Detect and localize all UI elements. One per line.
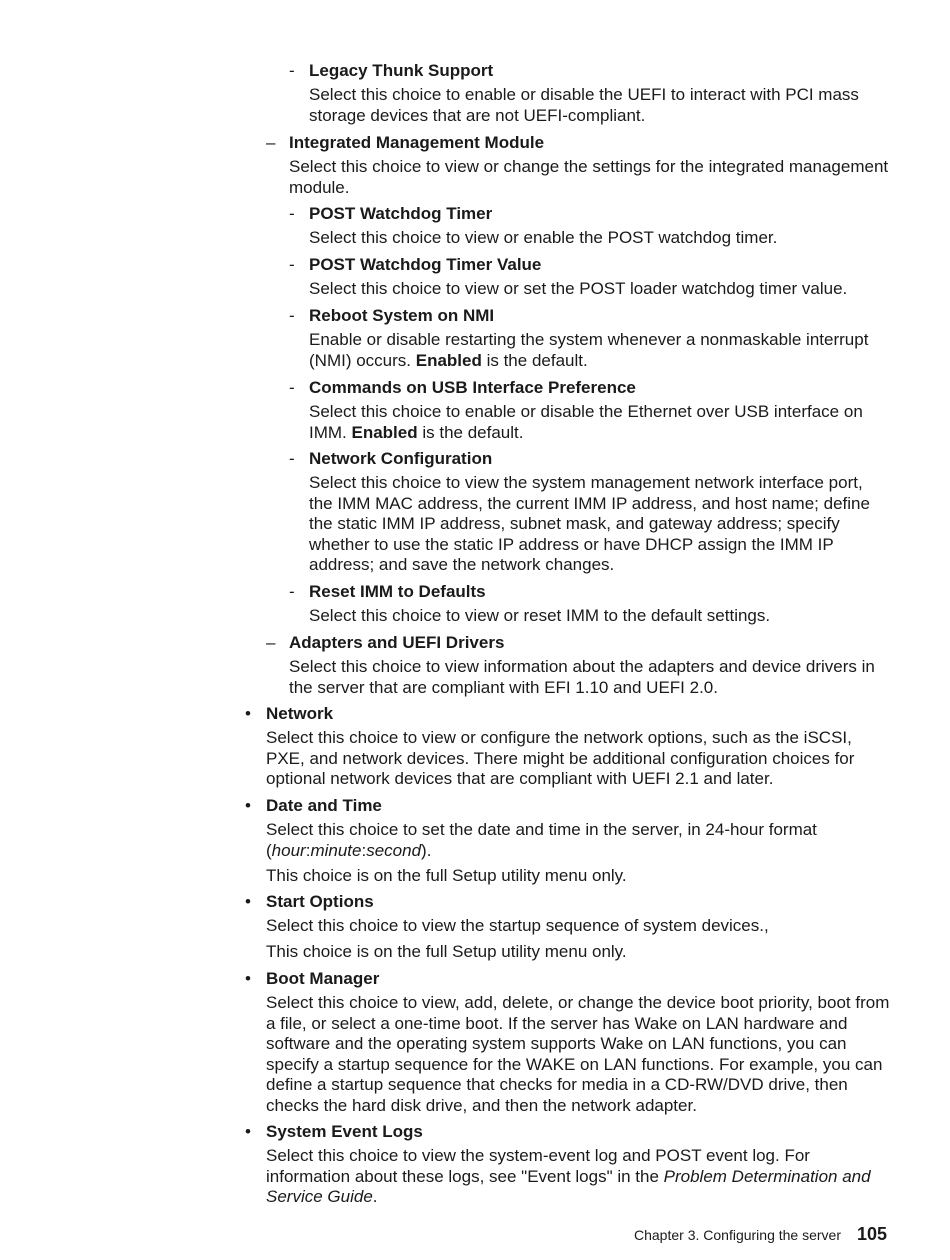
item-description: Select this choice to view the startup sequence of system devices.,	[266, 916, 769, 935]
en-dash-marker: –	[266, 133, 276, 152]
dash-marker: -	[289, 61, 295, 80]
item-note: This choice is on the full Setup utility menu only.	[266, 941, 627, 961]
item-description: Select this choice to enable or disable the UEFI to interact with PCI mass storage devices that are not UEFI-compliant.	[309, 85, 859, 125]
item-term: POST Watchdog Timer Value	[309, 255, 542, 274]
time-format-second: second	[366, 840, 422, 860]
time-format-hour: hour	[271, 840, 306, 860]
dash-marker: -	[289, 449, 295, 468]
list-item-reboot-system-on-nmi	[289, 305, 889, 371]
item-description: Select this choice to view the system management network interface port, the IMM MAC address, the current IMM IP address, and host name; define the static IMM IP address, subnet mask, and gateway address; specify whether to use the static IP address or have DHCP assign the IMM IP address; and save the network changes.	[309, 473, 870, 574]
item-term: Network	[266, 704, 334, 723]
time-format-separator: :	[305, 840, 311, 860]
item-term: Integrated Management Module	[289, 133, 545, 152]
item-description: Select this choice to view or set the POST loader watchdog timer value.	[309, 279, 848, 298]
list-item-post-watchdog-timer	[289, 203, 889, 249]
description-text: is the default.	[417, 422, 524, 442]
list-item-start-options	[245, 891, 890, 962]
bullet-marker: •	[245, 1122, 251, 1141]
dash-marker: -	[289, 255, 295, 274]
time-format-separator: :	[361, 840, 367, 860]
item-term: Legacy Thunk Support	[309, 61, 494, 80]
item-description: Select this choice to view or configure the network options, such as the iSCSI, PXE, and network devices. There might be additional configuration choices for optional network devices that are compliant with UEFI 2.1 and later.	[266, 728, 855, 788]
description-text: Select this choice to enable or disable the Ethernet over USB interface on IMM.	[309, 402, 863, 442]
item-description: Select this choice to view or reset IMM to the default settings.	[309, 606, 771, 625]
list-item-reset-imm-to-defaults	[289, 581, 889, 627]
dash-marker: -	[289, 582, 295, 601]
list-item-commands-on-usb-interface-preference	[289, 377, 889, 443]
item-description	[309, 402, 889, 443]
dash-marker: -	[289, 306, 295, 325]
en-dash-marker: –	[266, 633, 276, 652]
item-description: Select this choice to view, add, delete, or change the device boot priority, boot from a file, or select a one-time boot. If the server has Wake on LAN hardware and software and the operating system supports Wake on LAN functions, you can specify a startup sequence for the WAKE on LAN functions. For example, you can define a startup sequence that checks for media in a CD-RW/DVD drive, then checks the hard disk drive, and then the network adapter.	[266, 993, 890, 1115]
list-item-network-configuration	[289, 448, 889, 576]
item-term: Adapters and UEFI Drivers	[289, 633, 505, 652]
time-format-minute: minute	[310, 840, 362, 860]
bullet-marker: •	[245, 796, 251, 815]
bullet-marker: •	[245, 892, 251, 911]
item-description	[266, 1146, 890, 1208]
dash-marker: -	[289, 204, 295, 223]
item-description: Select this choice to view or enable the POST watchdog timer.	[309, 228, 778, 247]
item-description: Select this choice to view information about the adapters and device drivers in the server that are compliant with EFI 1.10 and UEFI 2.0.	[289, 657, 875, 697]
bullet-marker: •	[245, 969, 251, 988]
description-text: Enable or disable restarting the system whenever a nonmaskable interrupt (NMI) occurs.	[309, 330, 869, 370]
list-item-adapters-and-uefi-drivers	[266, 632, 889, 698]
description-text: .	[372, 1187, 378, 1206]
referenced-guide-title: Problem Determination and Service Guide	[266, 1166, 871, 1206]
default-value-bold: Enabled	[351, 422, 418, 442]
item-note: This choice is on the full Setup utility menu only.	[266, 866, 627, 885]
list-item-post-watchdog-timer-value	[289, 254, 889, 300]
item-term: Boot Manager	[266, 969, 380, 988]
item-term: Reboot System on NMI	[309, 306, 495, 325]
item-description: Select this choice to view or change the settings for the integrated management module.	[289, 157, 889, 197]
list-item-network	[245, 703, 890, 790]
list-item-system-event-logs	[245, 1121, 890, 1208]
list-item-boot-manager	[245, 968, 890, 1116]
item-term: Date and Time	[266, 796, 382, 815]
item-term: Commands on USB Interface Preference	[309, 378, 636, 397]
list-item-integrated-management-module	[266, 132, 889, 198]
description-text: ).	[421, 840, 432, 860]
dash-marker: -	[289, 378, 295, 397]
bullet-marker: •	[245, 704, 251, 723]
list-item-date-and-time	[245, 795, 890, 887]
item-description	[266, 820, 890, 861]
description-text: is the default.	[481, 350, 588, 370]
default-value-bold: Enabled	[415, 350, 482, 370]
item-term: Reset IMM to Defaults	[309, 582, 486, 601]
item-term: Network Configuration	[309, 449, 493, 468]
page-footer	[634, 1224, 890, 1245]
item-term: Start Options	[266, 892, 374, 911]
item-description	[309, 330, 889, 371]
description-text: Select this choice to set the date and time in the server, in 24-hour format (	[266, 820, 817, 860]
chapter-title: Chapter 3. Configuring the server	[634, 1227, 841, 1243]
item-term: POST Watchdog Timer	[309, 204, 493, 223]
page-number: 105	[857, 1224, 888, 1244]
description-text: Select this choice to view the system-event log and POST event log. For information about these logs, see "Event logs" in the	[266, 1146, 810, 1186]
item-term: System Event Logs	[266, 1122, 423, 1141]
list-item-legacy-thunk-support	[289, 60, 889, 126]
